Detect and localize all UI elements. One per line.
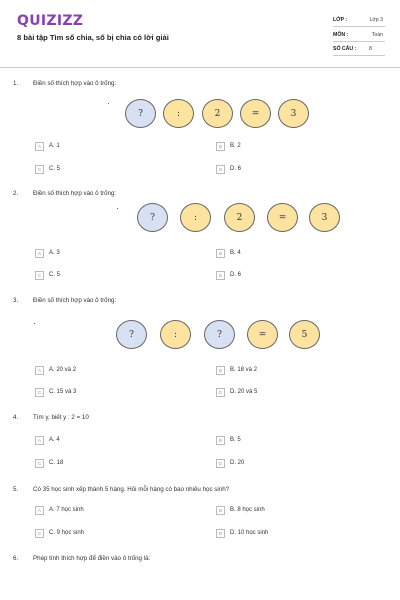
answer-option-b[interactable] bbox=[216, 435, 241, 445]
question-text: Điền số thích hợp vào ô trống: bbox=[33, 80, 117, 87]
answer-option-a[interactable] bbox=[35, 365, 76, 375]
option-label: C. 15 và 3 bbox=[49, 389, 77, 395]
option-badge: A bbox=[35, 142, 44, 151]
option-badge: D bbox=[216, 165, 225, 174]
option-label: A. 7 học sinh bbox=[49, 507, 84, 513]
option-label: D. 20 và 5 bbox=[230, 389, 258, 395]
meta-value: 8 bbox=[369, 46, 372, 52]
question-text: Có 35 học sinh xếp thành 5 hàng. Hỏi mỗi hàng có bao nhiêu học sinh? bbox=[33, 486, 230, 493]
option-label: C. 5 bbox=[49, 272, 61, 278]
equation-box[interactable]: ? bbox=[204, 320, 235, 349]
option-badge: B bbox=[216, 506, 225, 515]
option-badge: D bbox=[216, 388, 225, 397]
equation-box: 2 bbox=[202, 99, 233, 128]
equation-box[interactable]: ? bbox=[137, 203, 168, 232]
option-badge: C bbox=[35, 271, 44, 280]
option-label: B. 4 bbox=[230, 250, 241, 256]
answer-option-a[interactable] bbox=[35, 248, 60, 258]
answer-option-a[interactable] bbox=[35, 141, 60, 151]
answer-option-d[interactable] bbox=[216, 458, 244, 468]
equation-box: 3 bbox=[309, 203, 340, 232]
option-label: C. 18 bbox=[49, 460, 64, 466]
question-text: Điền số thích hợp vào ô trống: bbox=[33, 297, 117, 304]
question-number: 6. bbox=[13, 555, 19, 562]
answer-option-c[interactable] bbox=[35, 270, 60, 280]
option-label: A. 3 bbox=[49, 250, 60, 256]
equation-box: : bbox=[163, 99, 194, 128]
option-badge: D bbox=[216, 529, 225, 538]
option-badge: C bbox=[35, 529, 44, 538]
meta-label: LỚP : bbox=[333, 17, 348, 23]
equation-box: = bbox=[240, 99, 271, 128]
option-badge: C bbox=[35, 459, 44, 468]
answer-option-b[interactable] bbox=[216, 141, 241, 151]
answer-option-b[interactable] bbox=[216, 365, 257, 375]
answer-option-c[interactable] bbox=[35, 387, 76, 397]
answer-option-a[interactable] bbox=[35, 505, 84, 515]
option-badge: A bbox=[35, 366, 44, 375]
answer-option-d[interactable] bbox=[216, 387, 257, 397]
option-label: B. 8 học sinh bbox=[230, 507, 265, 513]
option-label: D. 6 bbox=[230, 272, 242, 278]
option-badge: D bbox=[216, 271, 225, 280]
option-badge: A bbox=[35, 506, 44, 515]
option-badge: A bbox=[35, 249, 44, 258]
equation-box: 3 bbox=[278, 99, 309, 128]
worksheet-header bbox=[0, 0, 400, 68]
equation-box: 5 bbox=[289, 320, 320, 349]
equation-box: : bbox=[160, 320, 191, 349]
answer-option-d[interactable] bbox=[216, 270, 241, 280]
equation-box: : bbox=[180, 203, 211, 232]
option-badge: D bbox=[216, 459, 225, 468]
option-label: B. 5 bbox=[230, 437, 241, 443]
option-badge: B bbox=[216, 366, 225, 375]
answer-option-c[interactable] bbox=[35, 458, 63, 468]
stray-dot bbox=[117, 208, 118, 209]
option-label: D. 6 bbox=[230, 166, 242, 172]
quizizz-logo: QUIZIZZ bbox=[17, 13, 84, 29]
equation-box: = bbox=[247, 320, 278, 349]
option-label: A. 20 và 2 bbox=[49, 367, 77, 373]
equation-box[interactable]: ? bbox=[125, 99, 156, 128]
option-label: B. 18 và 2 bbox=[230, 367, 258, 373]
option-label: D. 10 học sinh bbox=[230, 530, 269, 536]
equation-box: 2 bbox=[224, 203, 255, 232]
equation-box[interactable]: ? bbox=[116, 320, 147, 349]
option-badge: A bbox=[35, 436, 44, 445]
question-number: 3. bbox=[13, 297, 19, 304]
meta-value: Lớp 3 bbox=[369, 17, 383, 23]
option-badge: C bbox=[35, 165, 44, 174]
answer-option-c[interactable] bbox=[35, 164, 60, 174]
option-badge: C bbox=[35, 388, 44, 397]
question-text: Tìm y, biết y : 2 = 10 bbox=[33, 414, 89, 421]
answer-option-c[interactable] bbox=[35, 528, 84, 538]
stray-dot bbox=[108, 103, 109, 104]
option-label: C. 9 học sinh bbox=[49, 530, 85, 536]
option-label: A. 1 bbox=[49, 143, 60, 149]
option-label: A. 4 bbox=[49, 437, 60, 443]
meta-label: SỐ CÂU : bbox=[333, 46, 357, 52]
answer-option-d[interactable] bbox=[216, 528, 268, 538]
question-number: 1. bbox=[13, 80, 19, 87]
option-label: D. 20 bbox=[230, 460, 245, 466]
option-badge: B bbox=[216, 142, 225, 151]
question-number: 2. bbox=[13, 190, 19, 197]
answer-option-b[interactable] bbox=[216, 505, 265, 515]
question-number: 5. bbox=[13, 486, 19, 493]
answer-option-a[interactable] bbox=[35, 435, 60, 445]
stray-dot bbox=[34, 323, 35, 324]
meta-value: Toán bbox=[371, 32, 383, 38]
question-text: Phép tính thích hợp để điền vào ô trống là: bbox=[33, 555, 151, 562]
answer-option-b[interactable] bbox=[216, 248, 241, 258]
worksheet-title: 8 bài tập Tìm số chia, số bị chia có lời giải bbox=[17, 33, 169, 42]
header-divider bbox=[0, 67, 400, 68]
meta-label: MÔN : bbox=[333, 32, 349, 38]
equation-box: = bbox=[267, 203, 298, 232]
option-label: C. 5 bbox=[49, 166, 61, 172]
option-badge: B bbox=[216, 249, 225, 258]
option-label: B. 2 bbox=[230, 143, 241, 149]
option-badge: B bbox=[216, 436, 225, 445]
question-text: Điền số thích hợp vào ô trống: bbox=[33, 190, 117, 197]
answer-option-d[interactable] bbox=[216, 164, 241, 174]
question-number: 4. bbox=[13, 414, 19, 421]
